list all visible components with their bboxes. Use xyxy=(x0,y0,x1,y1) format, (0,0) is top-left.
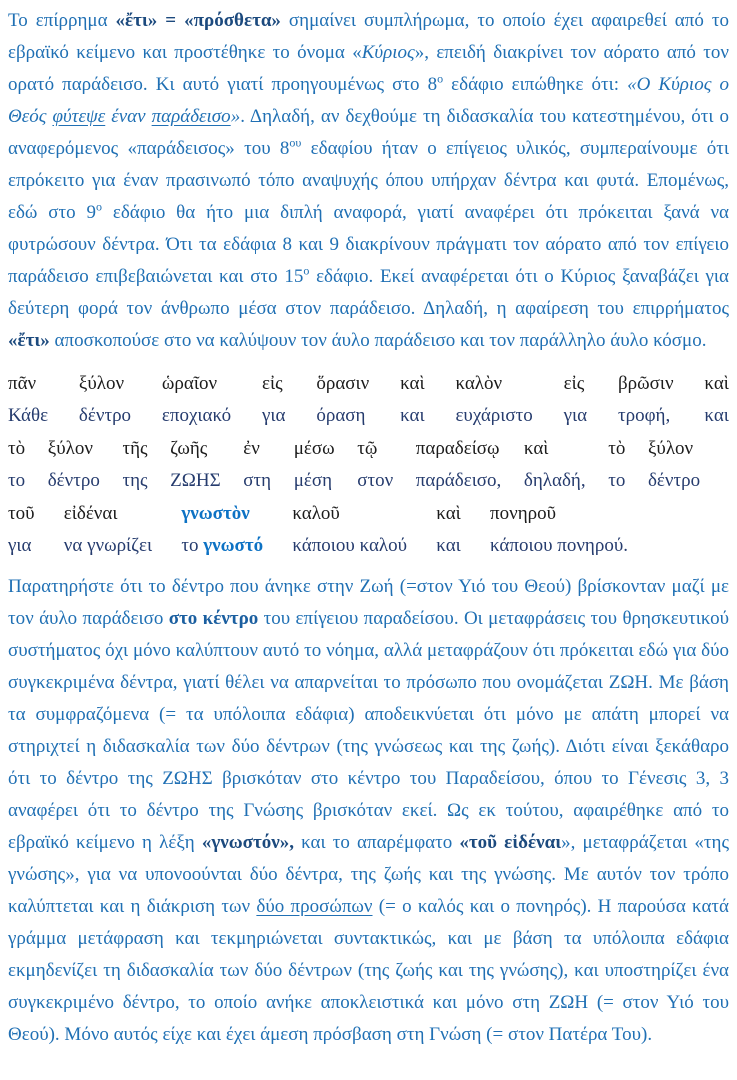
modern-greek-translation xyxy=(524,471,586,491)
text-run: παράδεισο, xyxy=(415,470,502,491)
interlinear-word-column xyxy=(618,374,674,426)
text-run: της xyxy=(122,470,148,491)
ancient-greek-word xyxy=(608,439,625,459)
ancient-greek-word xyxy=(243,439,271,459)
modern-greek-translation xyxy=(292,536,407,556)
text-run: όραση xyxy=(316,405,366,426)
ancient-greek-word xyxy=(79,374,131,394)
ancient-greek-word xyxy=(8,374,48,394)
ancient-greek-word xyxy=(48,439,100,459)
text-run: δύο προσώπων xyxy=(256,896,373,917)
modern-greek-translation xyxy=(564,406,587,426)
modern-greek-translation xyxy=(416,471,502,491)
text-run: εδάφιο. Εκεί αναφέρεται ότι ο Κύριος ξαναβάζει για δεύτερη φορά τον άνθρωπο μέσα στον παράδεισο. Δηλαδή, η αφαίρεση του επιρρήματος xyxy=(8,266,729,319)
interlinear-pair xyxy=(8,504,628,556)
text-run: (= ο καλός και ο πονηρός). Η παρούσα κατά γράμμα μετάφραση και τεκμηριώνεται συντακτικώς, και με βάση τα υπόλοιπα εδάφια εκμηδενίζει τη διδασκαλία των δύο δέντρων (της ζωής και της γνώσης), και υποστηρίζει ένα συγκεκριμένο δέντρο, το οποίο ανήκε αποκλειστικά και μόνο στη ΖΩΗ (= στον Υιό του Θεού). Μόνο αυτός είχε και έχει άμεση πρόσβαση στη Γνώση (= στον Πατέρα Του). xyxy=(8,896,730,1045)
text-run: «γνωστόν», xyxy=(201,832,294,853)
interlinear-word-column xyxy=(357,439,393,491)
text-run: κάποιου πονηρού. xyxy=(490,535,628,556)
text-run: . Δηλαδή, αν δεχθούμε τη διδασκαλία του κατεστημένου, ότι ο αναφερόμενος «παράδεισος» του 8 xyxy=(8,106,730,159)
interlinear-translation-block xyxy=(8,374,729,556)
text-run: καλὸν xyxy=(455,373,503,394)
text-run: αποσκοπούσε στο να καλύψουν τον άυλο παράδεισο και τον παράλληλο άυλο κόσμο. xyxy=(49,330,707,351)
modern-greek-translation xyxy=(79,406,131,426)
text-run: γνωστό xyxy=(203,535,264,556)
interlinear-pair xyxy=(8,374,729,426)
text-run: », επειδή διακρίνει τον αόρατο από τον ορατό παράδεισο. Κι αυτό γιατί προηγουμένως στο 8 xyxy=(8,42,729,95)
text-run: καλοῦ xyxy=(292,503,340,524)
ancient-greek-word xyxy=(122,439,147,459)
interlinear-word-column xyxy=(79,374,131,426)
interlinear-pair xyxy=(8,439,700,491)
text-run: ο xyxy=(303,263,310,278)
paragraph-adverb-eti xyxy=(8,5,729,357)
text-run: να γνωρίζει xyxy=(63,535,153,556)
modern-greek-translation xyxy=(170,471,221,491)
ancient-greek-word xyxy=(455,374,532,394)
text-run: για xyxy=(8,535,32,556)
modern-greek-translation xyxy=(316,406,369,426)
interlinear-word-column xyxy=(262,374,285,426)
interlinear-word-column xyxy=(648,439,700,491)
interlinear-word-column xyxy=(292,504,407,556)
text-run: πᾶν xyxy=(8,373,37,394)
modern-greek-translation xyxy=(8,536,35,556)
text-run: κάποιου καλού xyxy=(292,535,408,556)
text-run: ξύλον xyxy=(47,438,93,459)
interlinear-word-column xyxy=(490,504,628,556)
ancient-greek-word xyxy=(181,504,263,524)
text-run: «ἔτι» = «πρόσθετα» xyxy=(115,10,281,31)
text-run: Κάθε xyxy=(8,405,49,426)
text-run: ο xyxy=(96,199,103,214)
interlinear-word-column xyxy=(64,504,152,556)
ancient-greek-word xyxy=(170,439,221,459)
interlinear-word-column xyxy=(8,504,35,556)
modern-greek-translation xyxy=(400,406,424,426)
text-run: ξύλον xyxy=(647,438,694,459)
text-run: στη xyxy=(243,470,272,491)
ancient-greek-word xyxy=(400,374,424,394)
ancient-greek-word xyxy=(564,374,587,394)
ancient-greek-word xyxy=(162,374,231,394)
text-run: δέντρο xyxy=(47,470,100,491)
interlinear-word-column xyxy=(122,439,147,491)
text-run: και το απαρέμφατο xyxy=(294,832,460,853)
modern-greek-translation xyxy=(648,471,700,491)
ancient-greek-word xyxy=(618,374,674,394)
text-run: εδάφιο ειπώθηκε ότι: xyxy=(443,74,628,95)
modern-greek-translation xyxy=(294,471,335,491)
modern-greek-translation xyxy=(455,406,532,426)
interlinear-word-column xyxy=(181,504,263,556)
ancient-greek-word xyxy=(524,439,586,459)
text-run: εδαφίου ήταν ο επίγειος υλικός, συμπεραίνουμε ότι επρόκειτο για έναν πρασινωπό τόπο αναψυχής όπου υπήρχαν δέντρα και φυτά. Επομένως, εδώ στο 9 xyxy=(8,138,730,223)
interlinear-word-column xyxy=(608,439,625,491)
interlinear-word-column xyxy=(416,439,502,491)
text-run: καὶ xyxy=(436,503,461,524)
text-run: «τοῦ εἰδέναι xyxy=(459,832,562,853)
interlinear-word-column xyxy=(436,504,460,556)
text-run: Κύριος xyxy=(361,42,415,63)
text-run: εποχιακό xyxy=(161,405,232,426)
modern-greek-translation xyxy=(608,471,625,491)
text-run: έναν xyxy=(105,106,152,127)
text-run: καὶ xyxy=(400,373,425,394)
text-run: ὡραῖον xyxy=(161,373,218,394)
text-run: φύτεψε xyxy=(52,106,106,127)
interlinear-word-column xyxy=(564,374,587,426)
modern-greek-translation xyxy=(243,471,271,491)
text-run: μέσω xyxy=(293,438,335,459)
interlinear-word-column xyxy=(524,439,586,491)
text-run: στο κέντρο xyxy=(168,608,259,629)
text-run: τῆς xyxy=(122,438,148,459)
text-run: », μεταφράζεται «της γνώσης», για να υπονοούνται δύο δέντρα, της ζωής και της γνώσης. Με αυτόν τον τρόπο καλύπτεται και η διάκριση των xyxy=(8,832,729,917)
text-run: το xyxy=(181,535,204,556)
text-run: Παρατηρήστε ότι το δέντρο που άνηκε στην Ζωή (=στον Υιό του Θεού) βρίσκονταν μαζί με τον άυλο παράδεισο xyxy=(8,576,729,629)
text-run: εἰς xyxy=(262,373,283,394)
text-run: ζωῆς xyxy=(170,438,208,459)
ancient-greek-word xyxy=(8,504,35,524)
text-run: για xyxy=(262,405,286,426)
text-run: πονηροῦ xyxy=(490,503,557,524)
ancient-greek-word xyxy=(436,504,460,524)
text-run: γνωστὸν xyxy=(181,503,250,524)
modern-greek-translation xyxy=(262,406,285,426)
text-run: παραδείσῳ xyxy=(415,438,500,459)
text-run: δέντρο xyxy=(78,405,132,426)
modern-greek-translation xyxy=(618,406,674,426)
ancient-greek-word xyxy=(416,439,502,459)
text-run: ὅρασιν xyxy=(316,373,370,394)
text-run: «Ο Κύριος ο Θεός xyxy=(8,74,729,127)
interlinear-word-column xyxy=(400,374,424,426)
modern-greek-translation xyxy=(704,406,728,426)
text-run: εἰς xyxy=(563,373,585,394)
text-run: και xyxy=(704,405,729,426)
text-run: ο xyxy=(437,71,444,86)
ancient-greek-word xyxy=(292,504,407,524)
text-run: για xyxy=(563,405,588,426)
ancient-greek-word xyxy=(64,504,152,524)
text-run: τὸ xyxy=(8,438,26,459)
text-run: δηλαδή, xyxy=(523,470,586,491)
text-run: δέντρο xyxy=(647,470,701,491)
text-run: σημαίνει συμπλήρωμα, το οποίο έχει αφαιρεθεί από το εβραϊκό κείμενο και προστέθηκε το όνομα « xyxy=(8,10,729,63)
text-run: στον xyxy=(357,470,394,491)
text-run: ΖΩΗΣ xyxy=(170,470,221,491)
interlinear-word-column xyxy=(243,439,271,491)
ancient-greek-word xyxy=(357,439,393,459)
interlinear-word-column xyxy=(48,439,100,491)
text-run: Το επίρρημα xyxy=(8,10,116,31)
ancient-greek-word xyxy=(8,439,25,459)
text-run: ου xyxy=(289,135,302,150)
ancient-greek-word xyxy=(704,374,728,394)
interlinear-word-column xyxy=(8,439,25,491)
text-run: εδάφιο θα ήτο μια διπλή αναφορά, γιατί αναφέρει ότι πρόκειται ξανά να φυτρώσουν δέντρα. Ότι τα εδάφια 8 και 9 διακρίνουν πράγματι τον αόρατο από τον επίγειο παράδεισο επιβεβαιώνεται και στο 15 xyxy=(8,202,729,287)
text-run: το xyxy=(8,470,26,491)
modern-greek-translation xyxy=(162,406,231,426)
text-run: ευχάριστο xyxy=(455,405,533,426)
ancient-greek-word xyxy=(648,439,700,459)
text-run: καὶ xyxy=(704,373,729,394)
ancient-greek-word xyxy=(490,504,628,524)
text-run: » xyxy=(230,106,241,127)
modern-greek-translation xyxy=(181,536,263,556)
interlinear-word-column xyxy=(455,374,532,426)
interlinear-word-column xyxy=(294,439,335,491)
modern-greek-translation xyxy=(122,471,147,491)
interlinear-word-column xyxy=(704,374,728,426)
text-run: εἰδέναι xyxy=(63,503,118,524)
text-run: βρῶσιν xyxy=(617,373,674,394)
text-run: ἐν xyxy=(243,438,260,459)
interlinear-word-column xyxy=(8,374,48,426)
modern-greek-translation xyxy=(357,471,393,491)
interlinear-word-column xyxy=(162,374,231,426)
modern-greek-translation xyxy=(48,471,100,491)
modern-greek-translation xyxy=(8,406,48,426)
modern-greek-translation xyxy=(8,471,25,491)
text-run: «ἔτι» xyxy=(8,330,50,351)
text-run: του επίγειου παραδείσου. Οι μεταφράσεις του θρησκευτικού συστήματος όχι μόνο καλύπτουν αυτό το νόημα, αλλά μεταφράζουν ότι πρόκειται εδώ για δύο συγκεκριμένα δέντρα, γιατί θέλει να απαρνείται το πρόσωπο που ονομάζεται ΖΩΗ. Με βάση τα συμφραζόμενα (= τα υπόλοιπα εδάφια) αποδεικνύεται ότι μόνο με απάτη μπορεί να στηριχτεί η διδασκαλία των δύο δέντρων (της γνώσεως και της ζωής). Διότι είναι ξεκάθαρο ότι το δέντρο της ΖΩΗΣ βρισκόταν στο κέντρο του Παραδείσου, όπου το Γένεσις 3, 3 αναφέρει ότι το δέντρο της Γνώσης βρισκόταν εκεί. Ως εκ τούτου, αφαιρέθηκε από το εβραϊκό κείμενο η λέξη xyxy=(8,608,729,853)
text-run: καὶ xyxy=(523,438,549,459)
text-run: και xyxy=(436,535,461,556)
modern-greek-translation xyxy=(64,536,152,556)
text-run: το xyxy=(608,470,626,491)
interlinear-word-column xyxy=(170,439,221,491)
text-run: και xyxy=(400,405,425,426)
text-run: τὸ xyxy=(608,438,626,459)
modern-greek-translation xyxy=(490,536,628,556)
interlinear-word-column xyxy=(316,374,369,426)
ancient-greek-word xyxy=(262,374,285,394)
paragraph-commentary xyxy=(8,571,729,1051)
text-run: ξύλον xyxy=(78,373,125,394)
text-run: παράδεισο xyxy=(151,106,231,127)
text-run: τῷ xyxy=(357,438,378,459)
modern-greek-translation xyxy=(436,536,460,556)
text-run: μέση xyxy=(293,470,333,491)
ancient-greek-word xyxy=(316,374,369,394)
text-run: τροφή, xyxy=(617,405,671,426)
text-run: τοῦ xyxy=(8,503,35,524)
ancient-greek-word xyxy=(294,439,335,459)
